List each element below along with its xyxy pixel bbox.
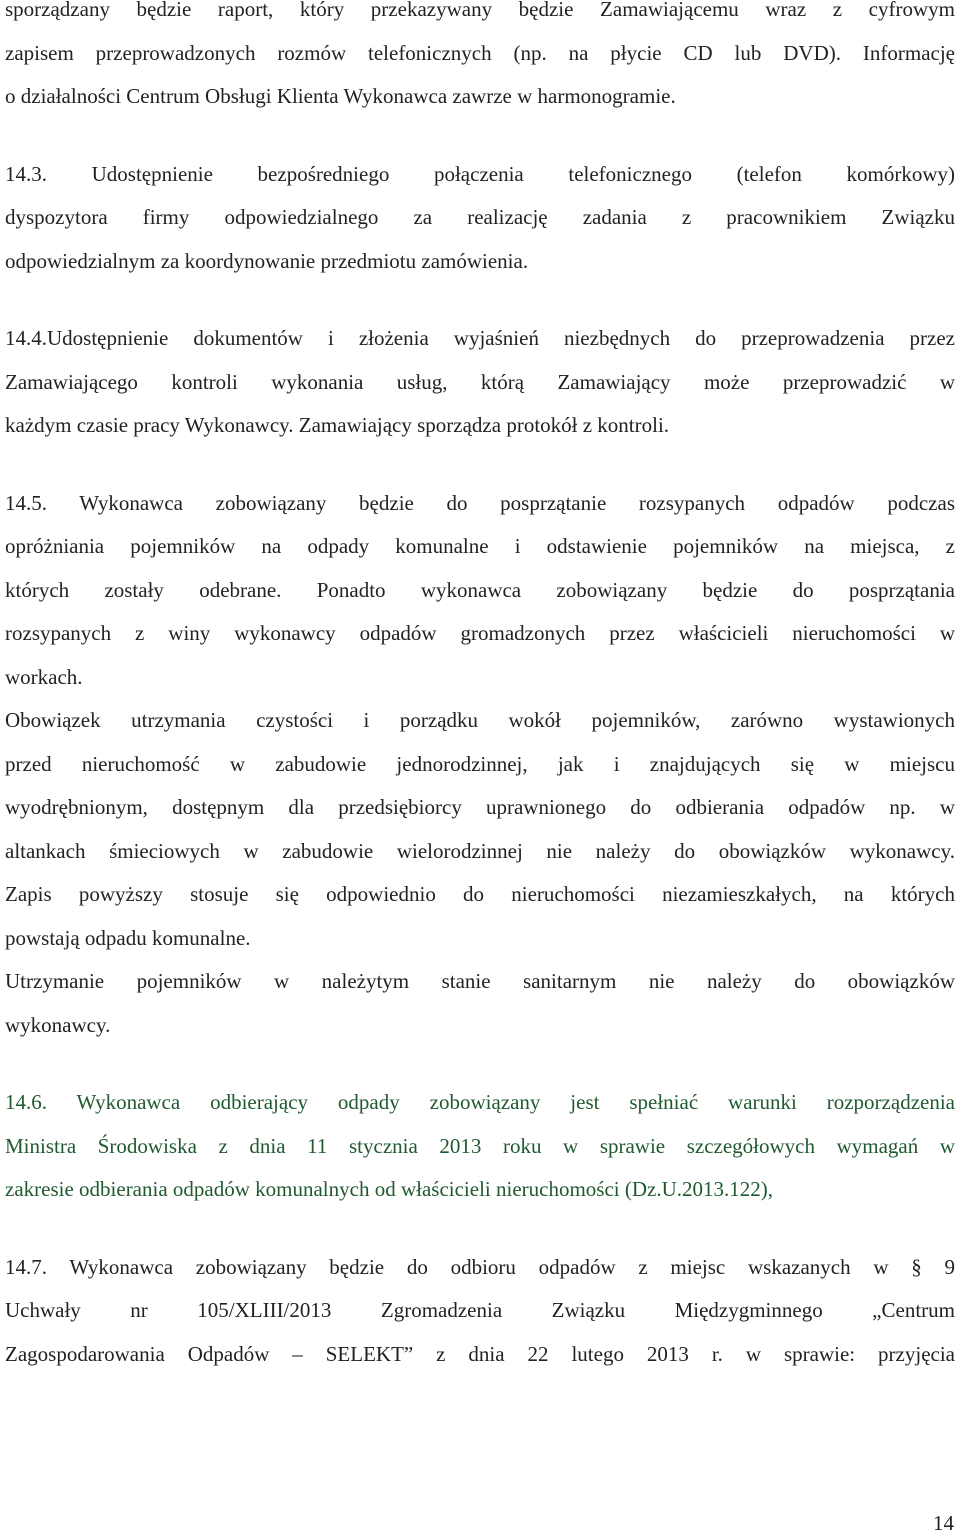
text-line: altankach śmieciowych w zabudowie wielorodzinnej nie należy do obowiązków wykonawcy. bbox=[5, 838, 955, 863]
paragraph-intro-continuation bbox=[5, 0, 955, 119]
text-line: 14.3. Udostępnienie bezpośredniego połączenia telefonicznego (telefon komórkowy) bbox=[5, 161, 955, 186]
paragraph-section-14-5 bbox=[5, 482, 955, 700]
text-line: Utrzymanie pojemników w należytym stanie sanitarnym nie należy do obowiązków bbox=[5, 969, 955, 993]
text-line: odpowiedzialnym za koordynowanie przedmiotu zamówienia. bbox=[5, 248, 529, 273]
paragraph-section-14-4 bbox=[5, 317, 955, 448]
text-line: dyspozytora firmy odpowiedzialnego za realizację zadania z pracownikiem Związku bbox=[5, 205, 955, 229]
paragraph-section-14-5-obligation bbox=[5, 699, 955, 960]
text-line: Zapis powyższy stosuje się odpowiednio do nieruchomości niezamieszkałych, na których bbox=[5, 882, 955, 906]
text-line: opróżniania pojemników na odpady komunalne i odstawienie pojemników na miejsca, z bbox=[5, 534, 955, 558]
text-line: rozsypanych z winy wykonawcy odpadów gromadzonych przez właścicieli nieruchomości w bbox=[5, 621, 955, 645]
text-line: Zamawiającego kontroli wykonania usług, którą Zamawiający może przeprowadzić w bbox=[5, 369, 955, 394]
text-line: sporządzany będzie raport, który przekazywany będzie Zamawiającemu wraz z cyfrowym bbox=[5, 0, 955, 21]
text-line: 14.5. Wykonawca zobowiązany będzie do posprzątanie rozsypanych odpadów podczas bbox=[5, 490, 955, 515]
text-line: zakresie odbierania odpadów komunalnych od właścicieli nieruchomości (Dz.U.2013.122), bbox=[5, 1177, 774, 1201]
text-line: 14.4.Udostępnienie dokumentów i złożenia wyjaśnień niezbędnych do przeprowadzenia przez bbox=[5, 326, 955, 350]
text-line: których zostały odebrane. Ponadto wykonawca zobowiązany będzie do posprzątania bbox=[5, 577, 955, 602]
text-line: Obowiązek utrzymania czystości i porządku wokół pojemników, zarówno wystawionych bbox=[5, 708, 955, 732]
text-line: zapisem przeprowadzonych rozmów telefonicznych (np. na płycie CD lub DVD). Informację bbox=[5, 40, 955, 65]
page-number: 14 bbox=[933, 1511, 954, 1535]
paragraph-section-14-6 bbox=[5, 1081, 955, 1212]
text-line: Ministra Środowiska z dnia 11 stycznia 2013 roku w sprawie szczegółowych wymagań w bbox=[5, 1133, 955, 1158]
text-line: workach. bbox=[5, 664, 83, 689]
text-line: wykonawcy. bbox=[5, 1012, 111, 1037]
text-line: 14.7. Wykonawca zobowiązany będzie do odbioru odpadów z miejsc wskazanych w § 9 bbox=[5, 1254, 955, 1279]
text-line: Uchwały nr 105/XLIII/2013 Zgromadzenia Związku Międzygminnego „Centrum bbox=[5, 1298, 955, 1322]
paragraph-section-14-7 bbox=[5, 1246, 955, 1377]
text-line: powstają odpadu komunalne. bbox=[5, 925, 251, 950]
text-line: 14.6. Wykonawca odbierający odpady zobowiązany jest spełniać warunki rozporządzenia bbox=[5, 1090, 955, 1114]
paragraph-section-14-3 bbox=[5, 153, 955, 284]
text-line: wyodrębnionym, dostępnym dla przedsiębiorcy uprawnionego do odbierania odpadów np. w bbox=[5, 795, 955, 819]
text-line: przed nieruchomość w zabudowie jednorodzinnej, jak i znajdujących się w miejscu bbox=[5, 751, 955, 776]
text-line: Zagospodarowania Odpadów – SELEKT” z dnia 22 lutego 2013 r. w sprawie: przyjęcia bbox=[5, 1341, 955, 1366]
text-line: każdym czasie pracy Wykonawcy. Zamawiający sporządza protokół z kontroli. bbox=[5, 413, 670, 437]
document-page bbox=[5, 0, 955, 1376]
text-line: o działalności Centrum Obsługi Klienta Wykonawca zawrze w harmonogramie. bbox=[5, 84, 676, 108]
paragraph-section-14-5-maintenance bbox=[5, 960, 955, 1047]
